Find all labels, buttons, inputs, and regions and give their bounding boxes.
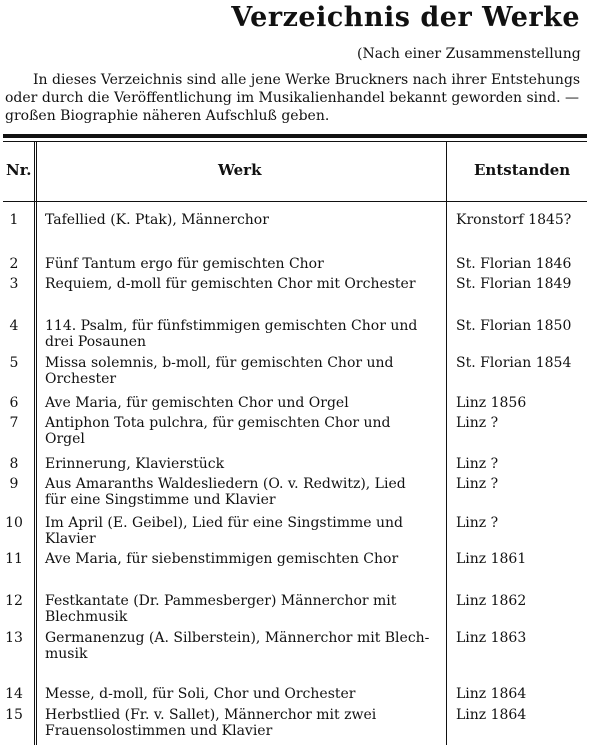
work-title [45,630,438,662]
origin-place-year: Linz ? [456,415,499,431]
work-title-line: Requiem, d-moll für gemischten Chor mit Orchester [45,276,416,292]
work-title [45,515,438,547]
work-title [45,456,438,472]
work-title-line: Herbstlied (Fr. v. Sallet), Männerchor mit zwei [45,707,377,723]
row-number: 9 [9,476,19,492]
work-title-line: Im April (E. Geibel), Lied für eine Singstimme und [45,515,403,531]
work-title [45,355,438,387]
work-title-line: Antiphon Tota pulchra, für gemischten Chor und [45,415,391,431]
work-title [45,551,438,567]
row-number: 13 [5,630,23,646]
column-divider [34,142,37,745]
column-header-origin: Entstanden [474,161,571,179]
row-number: 7 [9,415,19,431]
intro-paragraph [5,71,585,125]
row-number: 5 [9,355,19,371]
row-number: 8 [9,456,19,472]
column-divider [446,142,447,745]
work-title-line: für eine Singstimme und Klavier [45,492,276,508]
work-title-line: Tafellied (K. Ptak), Männerchor [45,212,269,228]
column-header-nr: Nr. [6,161,32,179]
origin-place-year: Linz ? [456,515,499,531]
work-title [45,276,438,292]
work-title [45,318,438,350]
work-title-line: Germanenzug (A. Silberstein), Männerchor mit Blech- [45,630,430,646]
row-number: 12 [5,593,23,609]
table-top-rule [3,134,587,138]
origin-place-year: Linz 1863 [456,630,527,646]
work-title-line: Ave Maria, für gemischten Chor und Orgel [45,395,349,411]
work-title-line: Festkantate (Dr. Pammesberger) Männerchor mit [45,593,397,609]
work-title-line: Orchester [45,371,117,387]
table-top-rule-thin [3,141,587,142]
row-number: 4 [9,318,19,334]
origin-place-year: Linz 1861 [456,551,527,567]
column-header-work: Werk [218,161,262,179]
page-title: Verzeichnis der Werke [231,2,580,33]
row-number: 1 [9,212,19,228]
work-title [45,686,438,702]
origin-place-year: Linz ? [456,476,499,492]
work-title-line: Messe, d-moll, für Soli, Chor und Orchester [45,686,356,702]
row-number: 6 [9,395,19,411]
work-title-line: Orgel [45,431,85,447]
row-number: 11 [5,551,23,567]
work-title-line: Blechmusik [45,609,128,625]
work-title-line: Klavier [45,531,96,547]
page-subtitle: (Nach einer Zusammenstellung [357,46,581,62]
row-number: 2 [9,256,19,272]
work-title [45,395,438,411]
origin-place-year: Linz 1862 [456,593,527,609]
row-number: 15 [5,707,23,723]
origin-place-year: St. Florian 1854 [456,355,572,371]
origin-place-year: St. Florian 1846 [456,256,572,272]
work-title [45,593,438,625]
work-title [45,707,438,739]
intro-line: großen Biographie näheren Aufschluß geben. [5,108,330,124]
origin-place-year: Linz 1856 [456,395,527,411]
work-title-line: Frauensolostimmen und Klavier [45,723,273,739]
work-title-line: 114. Psalm, für fünfstimmigen gemischten Chor und [45,318,418,334]
work-title [45,256,438,272]
work-title [45,476,438,508]
row-number: 14 [5,686,23,702]
work-title-line: Fünf Tantum ergo für gemischten Chor [45,256,324,272]
table-header-rule [3,201,587,202]
row-number: 10 [5,515,23,531]
origin-place-year: Linz 1864 [456,686,527,702]
work-title-line: drei Posaunen [45,334,147,350]
origin-place-year: St. Florian 1850 [456,318,572,334]
work-title-line: musik [45,646,88,662]
work-title [45,415,438,447]
origin-place-year: Kronstorf 1845? [456,212,572,228]
intro-line: oder durch die Veröffentlichung im Musikalienhandel bekannt geworden sind. — [5,90,579,106]
work-title-line: Missa solemnis, b-moll, für gemischten Chor und [45,355,394,371]
origin-place-year: Linz ? [456,456,499,472]
work-title-line: Aus Amaranths Waldesliedern (O. v. Redwitz), Lied [45,476,406,492]
origin-place-year: Linz 1864 [456,707,527,723]
work-title-line: Erinnerung, Klavierstück [45,456,225,472]
row-number: 3 [9,276,19,292]
origin-place-year: St. Florian 1849 [456,276,572,292]
intro-line: In dieses Verzeichnis sind alle jene Werke Bruckners nach ihrer Entstehungs [33,72,581,88]
work-title-line: Ave Maria, für siebenstimmigen gemischten Chor [45,551,399,567]
work-title [45,212,438,228]
